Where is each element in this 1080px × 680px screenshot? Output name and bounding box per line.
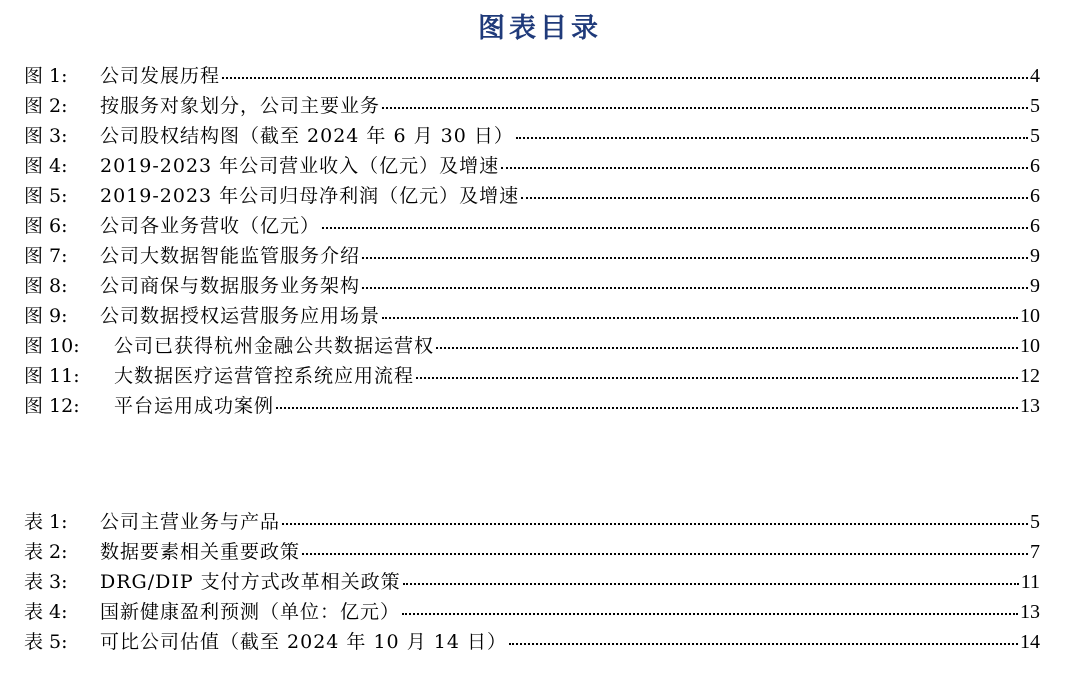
entry-page-number: 9: [1030, 275, 1040, 297]
entry-title: 可比公司估值（截至 2024 年 10 月 14 日）: [100, 631, 507, 653]
toc-entry-figure-9[interactable]: [24, 301, 1040, 331]
entry-title: 公司主营业务与产品: [100, 511, 281, 533]
dot-leader: [516, 137, 1028, 139]
entry-label: 图 4:: [24, 155, 68, 177]
dot-leader: [402, 613, 1018, 615]
entry-title: 国新健康盈利预测（单位：亿元）: [100, 601, 401, 623]
toc-entry-figure-8[interactable]: [24, 271, 1040, 301]
toc-entry-table-3[interactable]: [24, 567, 1040, 597]
toc-entry-table-5[interactable]: [24, 627, 1040, 657]
toc-entry-table-2[interactable]: [24, 537, 1040, 567]
entry-label: 图 9:: [24, 305, 68, 327]
entry-label: 表 4:: [24, 601, 68, 623]
dot-leader: [501, 167, 1028, 169]
entry-page-number: 6: [1030, 155, 1040, 177]
entry-page-number: 11: [1020, 571, 1040, 593]
entry-label: 表 3:: [24, 571, 68, 593]
entry-title: 公司大数据智能监管服务介绍: [100, 245, 361, 267]
entry-title: 公司各业务营收（亿元）: [100, 215, 321, 237]
entry-title: 公司已获得杭州金融公共数据运营权: [114, 335, 435, 357]
entry-label: 图 3:: [24, 125, 68, 147]
toc-entry-figure-7[interactable]: [24, 241, 1040, 271]
dot-leader: [521, 197, 1028, 199]
entry-label: 图 6:: [24, 215, 68, 237]
entry-title: 数据要素相关重要政策: [100, 541, 301, 563]
toc-entry-figure-1[interactable]: [24, 61, 1040, 91]
toc-entry-figure-11[interactable]: [24, 361, 1040, 391]
dot-leader: [436, 347, 1018, 349]
entry-page-number: 9: [1030, 245, 1040, 267]
entry-page-number: 10: [1020, 335, 1040, 357]
entry-page-number: 10: [1020, 305, 1040, 327]
entry-page-number: 7: [1030, 541, 1040, 563]
entry-title: 平台运用成功案例: [114, 395, 275, 417]
dot-leader: [416, 377, 1018, 379]
dot-leader: [403, 583, 1019, 585]
figure-list: [24, 61, 1040, 421]
entry-page-number: 5: [1030, 95, 1040, 117]
entry-label: 图 5:: [24, 185, 68, 207]
toc-entry-figure-12[interactable]: [24, 391, 1040, 421]
entry-title: DRG/DIP 支付方式改革相关政策: [100, 571, 401, 593]
entry-title: 2019-2023 年公司营业收入（亿元）及增速: [100, 155, 500, 177]
dot-leader: [302, 553, 1028, 555]
entry-title: 公司商保与数据服务业务架构: [100, 275, 361, 297]
entry-label: 图 11:: [24, 365, 80, 387]
table-list: [24, 507, 1040, 657]
entry-title: 2019-2023 年公司归母净利润（亿元）及增速: [100, 185, 520, 207]
entry-page-number: 12: [1020, 365, 1040, 387]
toc-entry-figure-6[interactable]: [24, 211, 1040, 241]
entry-page-number: 14: [1020, 631, 1040, 653]
entry-label: 表 5:: [24, 631, 68, 653]
dot-leader: [222, 77, 1028, 79]
entry-page-number: 13: [1020, 601, 1040, 623]
entry-label: 图 2:: [24, 95, 68, 117]
toc-entry-table-4[interactable]: [24, 597, 1040, 627]
toc-entry-figure-2[interactable]: [24, 91, 1040, 121]
entry-label: 图 7:: [24, 245, 68, 267]
entry-label: 图 12:: [24, 395, 80, 417]
entry-title: 大数据医疗运营管控系统应用流程: [114, 365, 415, 387]
dot-leader: [382, 107, 1028, 109]
dot-leader: [509, 643, 1018, 645]
entry-page-number: 4: [1030, 65, 1040, 87]
entry-title: 按服务对象划分，公司主要业务: [100, 95, 381, 117]
entry-label: 图 8:: [24, 275, 68, 297]
page-title: 图表目录: [478, 13, 602, 44]
entry-page-number: 6: [1030, 215, 1040, 237]
entry-title: 公司发展历程: [100, 65, 221, 87]
entry-label: 图 1:: [24, 65, 68, 87]
entry-page-number: 6: [1030, 185, 1040, 207]
entry-title: 公司股权结构图（截至 2024 年 6 月 30 日）: [100, 125, 514, 147]
dot-leader: [382, 317, 1018, 319]
entry-label: 表 1:: [24, 511, 68, 533]
toc-entry-figure-4[interactable]: [24, 151, 1040, 181]
entry-label: 图 10:: [24, 335, 80, 357]
toc-entry-table-1[interactable]: [24, 507, 1040, 537]
entry-page-number: 5: [1030, 511, 1040, 533]
dot-leader: [362, 257, 1028, 259]
entry-label: 表 2:: [24, 541, 68, 563]
toc-entry-figure-10[interactable]: [24, 331, 1040, 361]
dot-leader: [276, 407, 1018, 409]
toc-entry-figure-3[interactable]: [24, 121, 1040, 151]
dot-leader: [282, 523, 1028, 525]
entry-title: 公司数据授权运营服务应用场景: [100, 305, 381, 327]
entry-page-number: 5: [1030, 125, 1040, 147]
dot-leader: [362, 287, 1028, 289]
dot-leader: [322, 227, 1028, 229]
toc-entry-figure-5[interactable]: [24, 181, 1040, 211]
entry-page-number: 13: [1020, 395, 1040, 417]
